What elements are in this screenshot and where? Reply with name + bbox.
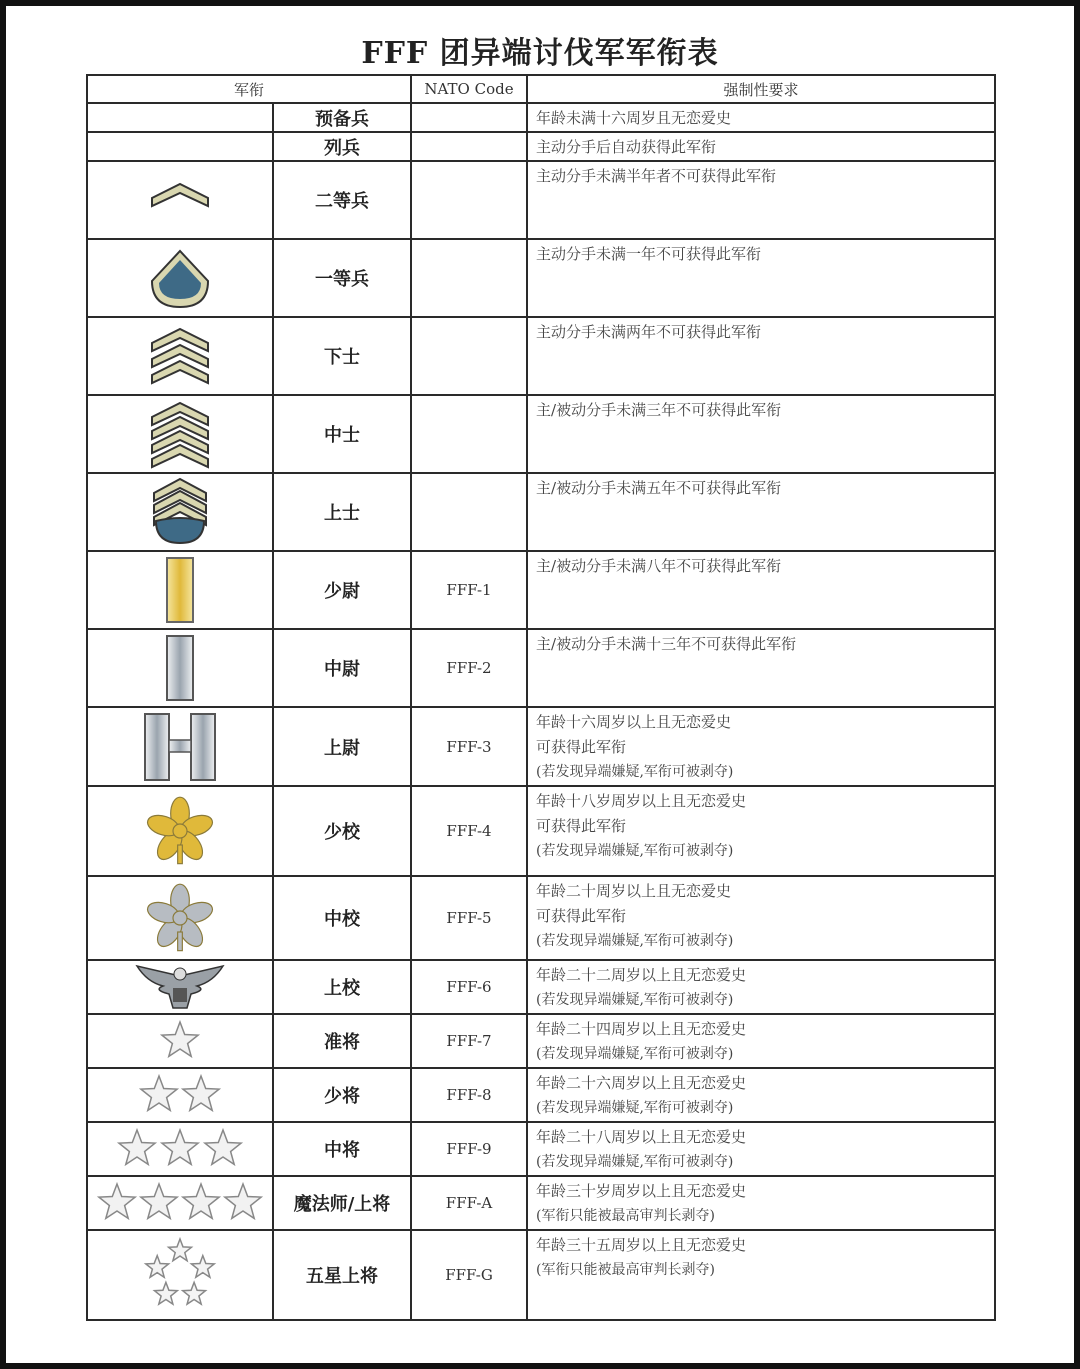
requirement-cell — [527, 317, 995, 395]
requirement-cell — [527, 473, 995, 551]
requirement-cell — [527, 161, 995, 239]
rank-name: 准将 — [273, 1014, 411, 1068]
page-title: FFF 团异端讨伐军军衔表 — [361, 36, 719, 71]
requirement-cell — [527, 1014, 995, 1068]
requirement-cell — [527, 876, 995, 960]
table-row — [87, 1068, 995, 1122]
requirement-line: 年龄二十八周岁以上且无恋爱史 — [536, 1128, 747, 1146]
chevron-3-icon — [88, 399, 272, 469]
nato-code — [411, 473, 527, 551]
insignia-cell — [87, 317, 273, 395]
requirement-cell — [527, 707, 995, 786]
table-row — [87, 1230, 995, 1320]
insignia-cell — [87, 239, 273, 317]
nato-code — [411, 239, 527, 317]
nato-code: FFF-G — [411, 1230, 527, 1320]
nato-code: FFF-5 — [411, 876, 527, 960]
insignia-cell — [87, 960, 273, 1014]
table-row — [87, 876, 995, 960]
requirement-line: (若发现异端嫌疑,军衔可被剥夺) — [536, 1100, 734, 1116]
requirement-line: (军衔只能被最高审判长剥夺) — [536, 1208, 715, 1224]
rank-name: 五星上将 — [273, 1230, 411, 1320]
nato-code: FFF-4 — [411, 786, 527, 876]
nato-code: FFF-1 — [411, 551, 527, 629]
header-nato-code: NATO Code — [411, 75, 527, 103]
insignia-cell — [87, 103, 273, 132]
requirement-line: (若发现异端嫌疑,军衔可被剥夺) — [536, 764, 734, 780]
requirement-cell — [527, 239, 995, 317]
gold-oak-leaf-icon — [88, 796, 272, 866]
rank-name: 魔法师/上将 — [273, 1176, 411, 1230]
table-row — [87, 551, 995, 629]
chevron-1-rocker-icon — [88, 245, 272, 311]
requirement-cell — [527, 1230, 995, 1320]
rank-name: 中将 — [273, 1122, 411, 1176]
insignia-cell — [87, 1014, 273, 1068]
requirement-line: 主/被动分手未满八年不可获得此军衔 — [536, 557, 782, 575]
requirement-line: 主/被动分手未满十三年不可获得此军衔 — [536, 635, 797, 653]
rank-name: 少将 — [273, 1068, 411, 1122]
requirement-cell — [527, 629, 995, 707]
requirement-line: 可获得此军衔 — [536, 738, 627, 756]
requirement-cell — [527, 395, 995, 473]
insignia-cell — [87, 161, 273, 239]
header-insignia: 军衔 — [87, 75, 411, 103]
insignia-cell — [87, 551, 273, 629]
nato-code: FFF-9 — [411, 1122, 527, 1176]
rank-name: 少尉 — [273, 551, 411, 629]
requirement-line: 年龄十六周岁以上且无恋爱史 — [536, 713, 732, 731]
insignia-cell — [87, 395, 273, 473]
nato-code: FFF-A — [411, 1176, 527, 1230]
nato-code — [411, 103, 527, 132]
rank-name: 下士 — [273, 317, 411, 395]
table-row — [87, 161, 995, 239]
table-header-row — [87, 75, 995, 103]
nato-code: FFF-8 — [411, 1068, 527, 1122]
nato-code: FFF-3 — [411, 707, 527, 786]
table-row — [87, 960, 995, 1014]
nato-code — [411, 161, 527, 239]
nato-code: FFF-7 — [411, 1014, 527, 1068]
silver-oak-leaf-icon — [88, 883, 272, 953]
requirement-line: 可获得此军衔 — [536, 817, 627, 835]
requirement-line: 年龄十八岁周岁以上且无恋爱史 — [536, 792, 747, 810]
requirement-cell — [527, 786, 995, 876]
table-row — [87, 1176, 995, 1230]
rank-name: 少校 — [273, 786, 411, 876]
insignia-cell — [87, 1122, 273, 1176]
requirement-line: 主动分手后自动获得此军衔 — [536, 138, 717, 156]
table-row — [87, 239, 995, 317]
nato-code — [411, 132, 527, 161]
rank-name: 二等兵 — [273, 161, 411, 239]
table-row — [87, 103, 995, 132]
three-star-icon — [88, 1127, 272, 1171]
requirement-line: 年龄二十二周岁以上且无恋爱史 — [536, 966, 747, 984]
table-row — [87, 629, 995, 707]
insignia-cell — [87, 1176, 273, 1230]
header-requirement: 强制性要求 — [527, 75, 995, 103]
requirement-line: (若发现异端嫌疑,军衔可被剥夺) — [536, 933, 734, 949]
requirement-line: 主/被动分手未满五年不可获得此军衔 — [536, 479, 782, 497]
four-star-icon — [88, 1181, 272, 1225]
requirement-line: 主动分手未满半年者不可获得此军衔 — [536, 167, 777, 185]
rank-name: 中尉 — [273, 629, 411, 707]
chevron-2-icon — [88, 323, 272, 389]
requirement-cell — [527, 960, 995, 1014]
rank-name: 列兵 — [273, 132, 411, 161]
requirement-line: (军衔只能被最高审判长剥夺) — [536, 1262, 715, 1278]
requirement-line: (若发现异端嫌疑,军衔可被剥夺) — [536, 1046, 734, 1062]
two-star-icon — [88, 1073, 272, 1117]
requirement-line: (若发现异端嫌疑,军衔可被剥夺) — [536, 1154, 734, 1170]
rank-name: 一等兵 — [273, 239, 411, 317]
requirement-cell — [527, 1068, 995, 1122]
five-star-circle-icon — [88, 1235, 272, 1315]
chevron-1-icon — [88, 170, 272, 230]
nato-code: FFF-2 — [411, 629, 527, 707]
table-row — [87, 317, 995, 395]
nato-code: FFF-6 — [411, 960, 527, 1014]
requirement-line: 年龄三十五周岁以上且无恋爱史 — [536, 1236, 747, 1254]
requirement-line: (若发现异端嫌疑,军衔可被剥夺) — [536, 992, 734, 1008]
nato-code — [411, 395, 527, 473]
insignia-cell — [87, 876, 273, 960]
requirement-cell — [527, 551, 995, 629]
requirement-line: 年龄二十四周岁以上且无恋爱史 — [536, 1020, 747, 1038]
insignia-cell — [87, 473, 273, 551]
table-row — [87, 395, 995, 473]
nato-code — [411, 317, 527, 395]
requirement-line: 主/被动分手未满三年不可获得此军衔 — [536, 401, 782, 419]
requirement-cell — [527, 1122, 995, 1176]
insignia-cell — [87, 786, 273, 876]
requirement-line: (若发现异端嫌疑,军衔可被剥夺) — [536, 843, 734, 859]
requirement-line: 主动分手未满一年不可获得此军衔 — [536, 245, 762, 263]
table-row — [87, 707, 995, 786]
silver-bar-icon — [88, 634, 272, 702]
table-row — [87, 132, 995, 161]
insignia-cell — [87, 1230, 273, 1320]
rank-name: 中士 — [273, 395, 411, 473]
rank-name: 上尉 — [273, 707, 411, 786]
requirement-line: 年龄二十周岁以上且无恋爱史 — [536, 882, 732, 900]
double-bar-icon — [88, 712, 272, 782]
rank-name: 预备兵 — [273, 103, 411, 132]
table-row — [87, 473, 995, 551]
rank-name: 中校 — [273, 876, 411, 960]
table-row — [87, 1122, 995, 1176]
requirement-line: 可获得此军衔 — [536, 907, 627, 925]
gold-bar-icon — [88, 556, 272, 624]
rank-name: 上校 — [273, 960, 411, 1014]
requirement-line: 年龄未满十六周岁且无恋爱史 — [536, 109, 732, 127]
insignia-cell — [87, 132, 273, 161]
table-row — [87, 1014, 995, 1068]
eagle-icon — [88, 964, 272, 1010]
rank-table — [86, 74, 996, 1321]
requirement-cell — [527, 1176, 995, 1230]
insignia-cell — [87, 1068, 273, 1122]
rank-name: 上士 — [273, 473, 411, 551]
insignia-cell — [87, 629, 273, 707]
table-row — [87, 786, 995, 876]
requirement-line: 主动分手未满两年不可获得此军衔 — [536, 323, 762, 341]
requirement-line: 年龄二十六周岁以上且无恋爱史 — [536, 1074, 747, 1092]
insignia-cell — [87, 707, 273, 786]
requirement-cell — [527, 132, 995, 161]
one-star-icon — [88, 1019, 272, 1063]
chevron-3-rocker-icon — [88, 477, 272, 547]
requirement-cell — [527, 103, 995, 132]
requirement-line: 年龄三十岁周岁以上且无恋爱史 — [536, 1182, 747, 1200]
